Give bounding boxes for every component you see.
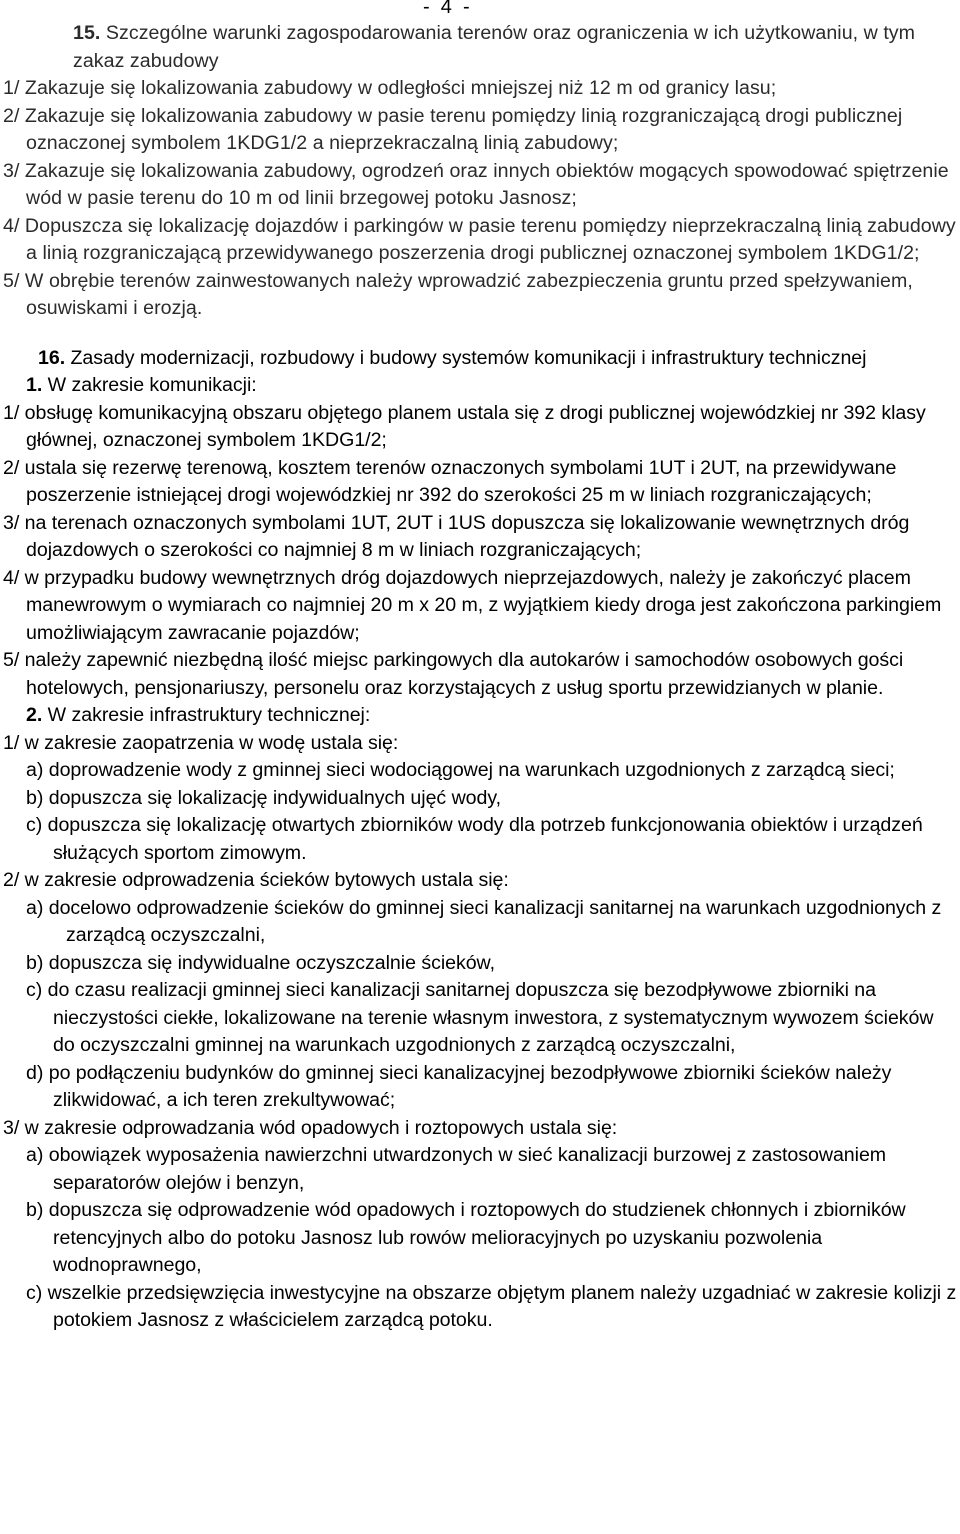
rainwater-item-a: a) obowiązek wyposażenia nawierzchni utwardzonych w sieć kanalizacji burzowej z zastosowaniem separatorów olejów i benzyn, xyxy=(26,1144,887,1194)
subsection-2-title: W zakresie infrastruktury technicznej: xyxy=(42,704,371,726)
subsection-1-heading xyxy=(3,372,957,400)
section-15-item-1: 1/ Zakazuje się lokalizowania zabudowy w odległości mniejszej niż 12 m od granicy lasu; xyxy=(3,77,777,99)
rainwater-item-b: b) dopuszcza się odprowadzenie wód opadowych i roztopowych do studzienek chłonnych i zbiorników retencyjnych albo do potoku Jasnosz lub rowów melioracyjnych po uzyskaniu pozwolenia wodnoprawnego, xyxy=(26,1199,906,1276)
section-15 xyxy=(3,20,957,323)
water-supply-heading: 1/ w zakresie zaopatrzenia w wodę ustala się: xyxy=(3,731,399,754)
sewage-item-a: a) docelowo odprowadzenie ścieków do gminnej sieci kanalizacji sanitarnej na warunkach uzgodnionych z zarządcą oczyszczalni, xyxy=(26,896,942,946)
section-15-item-4: 4/ Dopuszcza się lokalizację dojazdów i parkingów w pasie terenu pomiędzy nieprzekraczalną linią zabudowy a linią rozgraniczającą przewidywanego poszerzenia drogi publicznej oznaczonej symbolem 1KDG1/2; xyxy=(3,214,956,264)
page-number: - 4 - xyxy=(423,0,470,18)
subsection-1-number: 1. xyxy=(26,374,43,396)
section-15-item-3: 3/ Zakazuje się lokalizowania zabudowy, ogrodzeń oraz innych obiektów mogących spowodować spiętrzenie wód w pasie terenu do 10 m od linii brzegowej potoku Jasnosz; xyxy=(3,159,949,209)
document-body xyxy=(3,20,957,1335)
sewage-heading: 2/ w zakresie odprowadzenia ścieków bytowych ustala się: xyxy=(3,869,509,891)
communication-item-4: 4/ w przypadku budowy wewnętrznych dróg dojazdowych nieprzejazdowych, należy je zakończyć placem manewrowym o wymiarach co najmniej 20 m x 20 m, z wyjątkiem kiedy droga jest zakończona parkingiem umożliwiającym zawracanie pojazdów; xyxy=(3,566,942,644)
rainwater-heading: 3/ w zakresie odprowadzania wód opadowych i roztopowych ustala się: xyxy=(3,1116,618,1139)
sewage-item-b: b) dopuszcza się indywidualne oczyszczalnie ścieków, xyxy=(26,951,495,974)
section-16-title: Zasady modernizacji, rozbudowy i budowy systemów komunikacji i infrastruktury technicznej xyxy=(65,346,867,369)
section-16-number: 16. xyxy=(38,346,66,369)
water-supply-item-c: c) dopuszcza się lokalizację otwartych zbiorników wody dla potrzeb funkcjonowania obiektów i urządzeń służących sportom zimowym. xyxy=(26,814,923,864)
sewage-item-c: c) do czasu realizacji gminnej sieci kanalizacji sanitarnej dopuszcza się bezodpływowe zbiorniki na nieczystości ciekłe, lokalizowane na terenie własnym inwestora, z systematycznym wywozem ścieków do oczyszczalni gminnej na warunkach uzgodnionych z zarządcą oczyszczalni, xyxy=(26,979,934,1056)
communication-item-1: 1/ obsługę komunikacyjną obszaru objętego planem ustala się z drogi publicznej wojewódzkiej nr 392 klasy głównej, oznaczonej symbolem 1KDG1/2; xyxy=(3,401,926,451)
rainwater-item-c: c) wszelkie przedsięwzięcia inwestycyjne na obszarze objętym planem należy uzgadniać w zakresie kolizji z potokiem Jasnosz z właścicielem zarządcą potoku. xyxy=(26,1281,957,1331)
section-15-item-2: 2/ Zakazuje się lokalizowania zabudowy w pasie terenu pomiędzy linią rozgraniczającą drogi publicznej oznaczonej symbolem 1KDG1/2 a nieprzekraczalną linią zabudowy; xyxy=(3,104,903,154)
water-supply-item-b: b) dopuszcza się lokalizację indywidualnych ujęć wody, xyxy=(26,786,502,809)
water-supply-item-a: a) doprowadzenie wody z gminnej sieci wodociągowej na warunkach uzgodnionych z zarządcą sieci; xyxy=(26,759,895,781)
communication-item-5: 5/ należy zapewnić niezbędną ilość miejsc parkingowych dla autokarów i samochodów osobowych gości hotelowych, pensjonariuszy, personelu oraz korzystających z usług sportu przewidzianych w planie. xyxy=(3,649,904,699)
section-15-heading xyxy=(3,20,957,75)
section-16-heading xyxy=(3,345,957,373)
section-16 xyxy=(3,345,957,1335)
sewage-item-d: d) po podłączeniu budynków do gminnej sieci kanalizacyjnej bezodpływowe zbiorniki ścieków należy zlikwidować, a ich teren zrekultywować; xyxy=(26,1061,892,1111)
spacer xyxy=(3,323,957,345)
section-15-item-5: 5/ W obrębie terenów zainwestowanych należy wprowadzić zabezpieczenia gruntu przed spełzywaniem, osuwiskami i erozją. xyxy=(3,269,913,319)
communication-item-2: 2/ ustala się rezerwę terenową, kosztem terenów oznaczonych symbolami 1UT i 2UT, na przewidywane poszerzenie istniejącej drogi wojewódzkiej nr 392 do szerokości 25 m w liniach rozgraniczających; xyxy=(3,456,897,506)
section-15-number: 15. xyxy=(73,22,101,44)
subsection-2-heading xyxy=(3,702,957,730)
subsection-2-number: 2. xyxy=(26,704,43,726)
communication-item-3: 3/ na terenach oznaczonych symbolami 1UT, 2UT i 1US dopuszcza się lokalizowanie wewnętrznych dróg dojazdowych o szerokości co najmniej 8 m w liniach rozgraniczających; xyxy=(3,511,910,561)
subsection-1-title: W zakresie komunikacji: xyxy=(42,374,257,396)
section-15-title: Szczególne warunki zagospodarowania terenów oraz ograniczenia w ich użytkowaniu, w tym zakaz zabudowy xyxy=(73,22,916,72)
